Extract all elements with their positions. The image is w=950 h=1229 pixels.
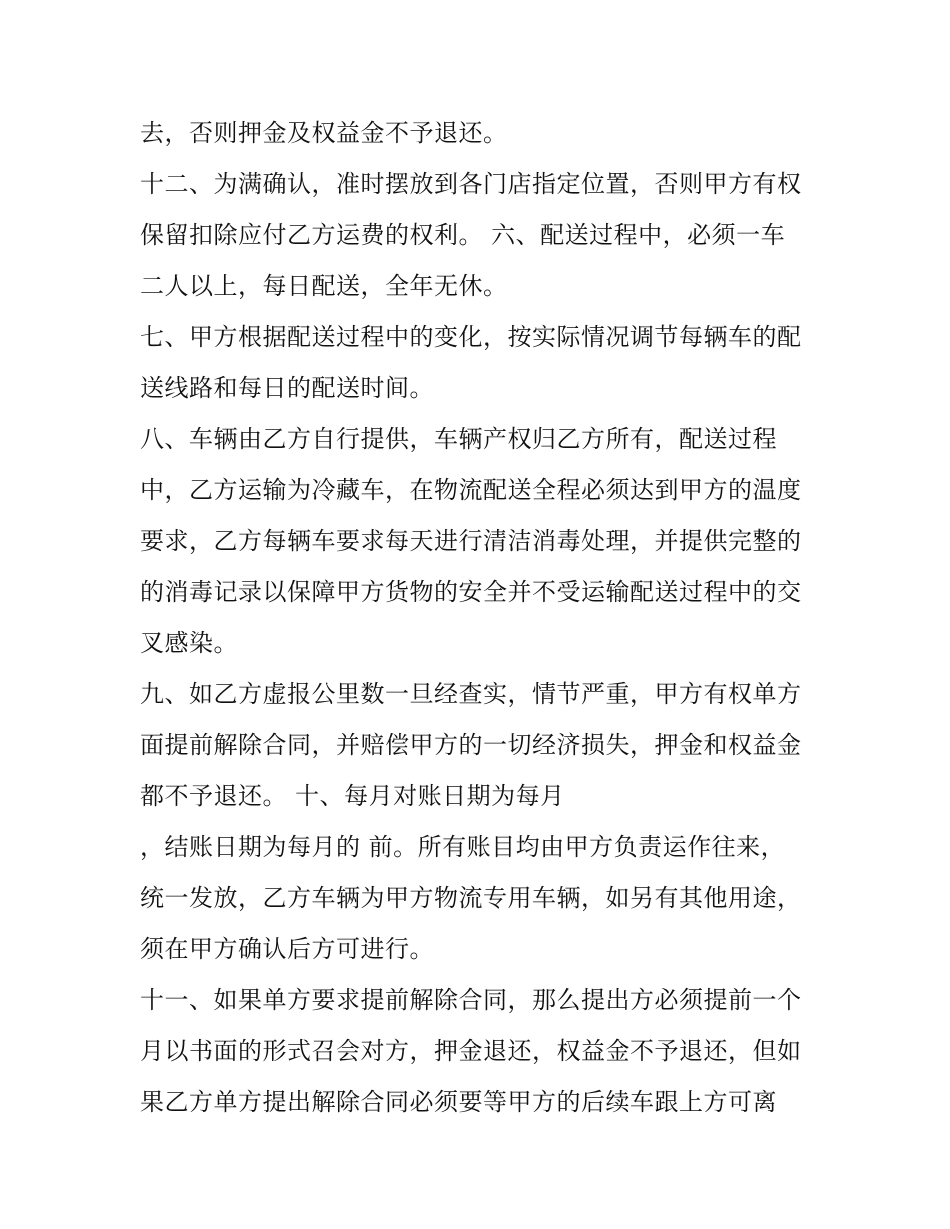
text-line: 月以书面的形式召会对方，押金退还，权益金不予退还，但如: [140, 1037, 802, 1065]
text-line: 七、甲方根据配送过程中的变化，按实际情况调节每辆车的配: [140, 323, 802, 351]
text-line: 叉感染。: [140, 629, 238, 657]
text-line: 十一、如果单方要求提前解除合同，那么提出方必须提前一个: [140, 986, 802, 1014]
text-line: 都不予退还。 十、每月对账日期为每月: [140, 782, 565, 810]
text-line: ，结账日期为每月的 前。所有账目均由甲方负责运作往来，: [140, 833, 786, 861]
text-line: 去，否则押金及权益金不予退还。: [140, 119, 508, 147]
text-line: 八、车辆由乙方自行提供，车辆产权归乙方所有，配送过程: [140, 425, 777, 453]
text-line: 送线路和每日的配送时间。: [140, 374, 434, 402]
text-line: 九、如乙方虚报公里数一旦经查实，情节严重，甲方有权单方: [140, 680, 802, 708]
text-line: 面提前解除合同，并赔偿甲方的一切经济损失，押金和权益金: [140, 731, 802, 759]
text-line: 果乙方单方提出解除合同必须要等甲方的后续车跟上方可离: [140, 1088, 777, 1116]
document-body: [140, 108, 820, 1128]
text-line: 的消毒记录以保障甲方货物的安全并不受运输配送过程中的交: [140, 578, 802, 606]
text-line: 统一发放，乙方车辆为甲方物流专用车辆，如另有其他用途，: [140, 884, 802, 912]
text-line: 中，乙方运输为冷藏车，在物流配送全程必须达到甲方的温度: [140, 476, 802, 504]
text-line: 十二、为满确认，准时摆放到各门店指定位置，否则甲方有权: [140, 170, 802, 198]
text-line: 二人以上，每日配送，全年无休。: [140, 272, 508, 300]
text-line: 要求，乙方每辆车要求每天进行清洁消毒处理，并提供完整的: [140, 527, 802, 555]
text-line: 须在甲方确认后方可进行。: [140, 935, 434, 963]
text-line: 保留扣除应付乙方运费的权利。 六、配送过程中，必须一车: [140, 221, 786, 249]
